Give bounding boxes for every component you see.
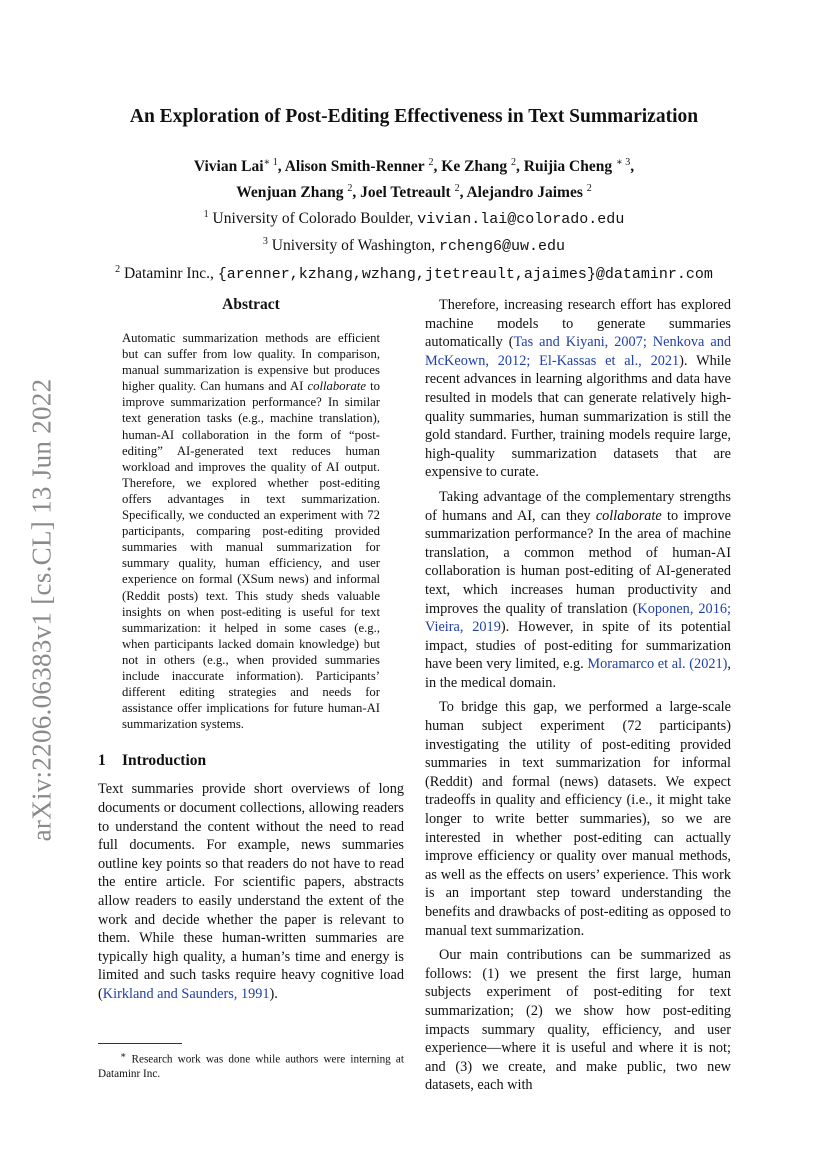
affiliation-3 — [0, 231, 828, 258]
email-link[interactable]: rcheng6@uw.edu — [439, 238, 566, 256]
author-name: Ke Zhang — [441, 158, 508, 176]
author-sep: , — [459, 184, 467, 202]
abstract-heading: Abstract — [222, 296, 280, 313]
paragraph-text: Text summaries provide short overviews of long documents or document collections, allowing readers to understand the content without the need to read full documents. For example, news summaries outline key points so that readers do not have to read the entire article. For scientific papers, abstracts allow readers to easily understand the extent of the work and decide whether the paper is relevant to them. While these human-written summaries are typically high quality, a human’s time and energy is limited and such tasks require heavy cognitive load ( — [98, 781, 404, 1002]
right-column — [425, 296, 731, 1095]
section-number: 1 — [98, 752, 106, 770]
body-paragraph-4: Our main contributions can be summarized as follows: (1) we present the first large, human subjects experiment of post-editing for text summarization; (2) we show how post-editing impacts summary quality, efficiency, and user experience—where it is useful and where it is not; and (3) we create, and make public, two new datasets, each with — [425, 947, 731, 1094]
abstract-text — [122, 330, 380, 732]
body-paragraph-3: To bridge this gap, we performed a large-scale human subject experiment (72 participants) investigating the utility of post-editing provided summaries in text summarization for informal (Reddit) and formal (news) datasets. We expect tradeoffs in quality and efficiency (i.e., it might take longer to write better summaries), so we are interested in whether post-editing can actually improve efficiency or quality over manual methods, as well as the effects on users’ experience. This work is an important step toward understanding the benefits and drawbacks of post-editing as opposed to manual text summarization. — [425, 699, 731, 939]
email-link[interactable]: vivian.lai@colorado.edu — [417, 211, 625, 229]
author-name: Alison Smith-Renner — [284, 158, 425, 176]
author-block — [0, 152, 828, 286]
citation-sep: ; — [526, 352, 540, 369]
paper-title: An Exploration of Post-Editing Effectiveness in Text Summarization — [129, 106, 699, 127]
affil-text: University of Washington, — [267, 237, 440, 255]
citation-link[interactable]: Koponen, 2016 — [637, 600, 728, 617]
citation-sep: ; — [642, 334, 653, 351]
paragraph-text: ). While recent advances in learning algorithms and data have resulted in models that can generate relatively high-quality summaries, human summarization is still the gold standard. Further, training models require large, high-quality summarization datasets that are expensive to curate. — [425, 352, 732, 481]
paragraph-emphasis: collaborate — [595, 507, 662, 524]
abstract-part: Automatic summarization methods are efficient but can suffer from low quality. In comparison, manual summarization is expensive but produces higher quality. Can humans and AI — [122, 331, 380, 394]
author-affil-mark: ∗ 3 — [615, 157, 631, 168]
author-sep: , — [433, 158, 442, 176]
arxiv-identifier: arXiv:2206.06383v1 [cs.CL] 13 Jun 2022 — [26, 378, 57, 842]
author-sep: , — [277, 158, 285, 176]
author-sep: , — [352, 184, 361, 202]
author-line-1 — [0, 152, 828, 178]
author-affil-mark: ∗ 1 — [263, 157, 278, 168]
affil-text: University of Colorado Boulder, — [208, 210, 418, 228]
intro-paragraph-1 — [98, 780, 404, 1003]
author-affil-mark: 2 — [428, 157, 434, 168]
affil-text: Dataminr Inc., — [120, 264, 218, 282]
section-heading-introduction — [98, 752, 404, 770]
citation-link[interactable]: Vieira, 2019 — [425, 619, 501, 636]
affiliation-2 — [0, 259, 828, 286]
affiliation-1 — [0, 204, 828, 231]
author-name: Wenjuan Zhang — [236, 184, 344, 202]
email-link[interactable]: {arenner,kzhang,wzhang,jtetreault,ajaimes}@dataminr.com — [217, 265, 713, 283]
paragraph-text: Taking advantage of the complementary strengths of humans and AI, can they — [425, 488, 731, 524]
footnote-text: Research work was done while authors were interning at Dataminr Inc. — [98, 1053, 404, 1080]
paragraph-text: Therefore, increasing research effort has explored machine models to generate summaries automatically ( — [425, 297, 731, 351]
abstract-part: to improve summarization performance? In similar text generation tasks (e.g., machine translation), human-AI collaboration in the form of “post-editing” AI-generated text reduces human workload and improves the quality of AI output. Therefore, we explored whether post-editing offers advantages in text summarization. Specifically, we conducted an experiment with 72 participants, comparing post-editing provided summaries with manual summarization for summary quality, human efficiency, and user experience on formal (XSum news) and informal (Reddit posts) text. This study sheds valuable insights on when post-editing is useful for text summarization: it helped in some cases (e.g., when participants lacked domain knowledge) but not in others (e.g., when provided summaries include inaccurate information). Participants’ different editing strategies and needs for assistance offer implications for future human-AI summarization systems. — [122, 379, 380, 732]
author-line-2 — [0, 178, 828, 204]
author-affil-mark: 2 — [586, 183, 592, 195]
affil-mark: 1 — [203, 209, 209, 221]
author-affil-mark: 2 — [347, 183, 353, 195]
section-title: Introduction — [122, 752, 207, 770]
affil-mark: 2 — [115, 263, 121, 275]
affil-mark: 3 — [262, 236, 268, 248]
citation-sep: ; — [727, 600, 731, 617]
citation-link[interactable]: Nenkova and McKeown, 2012 — [425, 334, 732, 369]
footnote-rule — [98, 1043, 182, 1044]
citation-link[interactable]: El-Kassas et al., 2021 — [539, 352, 680, 369]
author-name: Vivian Lai — [193, 158, 264, 176]
author-name: Ruijia Cheng — [523, 158, 613, 176]
arxiv-sidebar — [22, 370, 62, 850]
author-name: Joel Tetreault — [360, 184, 451, 202]
author-name: Alejandro Jaimes — [466, 184, 583, 202]
citation-link[interactable]: Tas and Kiyani, 2007 — [513, 334, 643, 351]
footnote-mark: ∗ — [120, 1051, 127, 1061]
citation-link[interactable]: Moramarco et al. (2021) — [587, 656, 728, 673]
abstract-emphasis: collaborate — [307, 379, 367, 394]
paragraph-text: , in the medical domain. — [425, 656, 731, 691]
citation-link[interactable]: Kirkland and Saunders, 1991 — [102, 985, 270, 1002]
author-sep: , — [516, 158, 524, 176]
paragraph-text: ). However, in spite of its potential impact, studies of post-editing for summarization have been very limited, e.g. — [425, 619, 731, 673]
paragraph-text: to improve summarization performance? In the area of machine translation, a common method of human-AI collaboration is human post-editing of AI-generated text, which increases human productivity and improves the quality of translation ( — [425, 507, 731, 617]
author-sep: , — [630, 158, 635, 176]
left-column — [98, 296, 404, 1003]
author-affil-mark: 2 — [454, 183, 460, 195]
body-paragraph-2 — [425, 488, 731, 693]
author-affil-mark: 2 — [511, 157, 517, 168]
body-paragraph-1 — [425, 296, 731, 482]
paragraph-text: ). — [269, 985, 278, 1002]
footnote — [98, 1049, 404, 1081]
